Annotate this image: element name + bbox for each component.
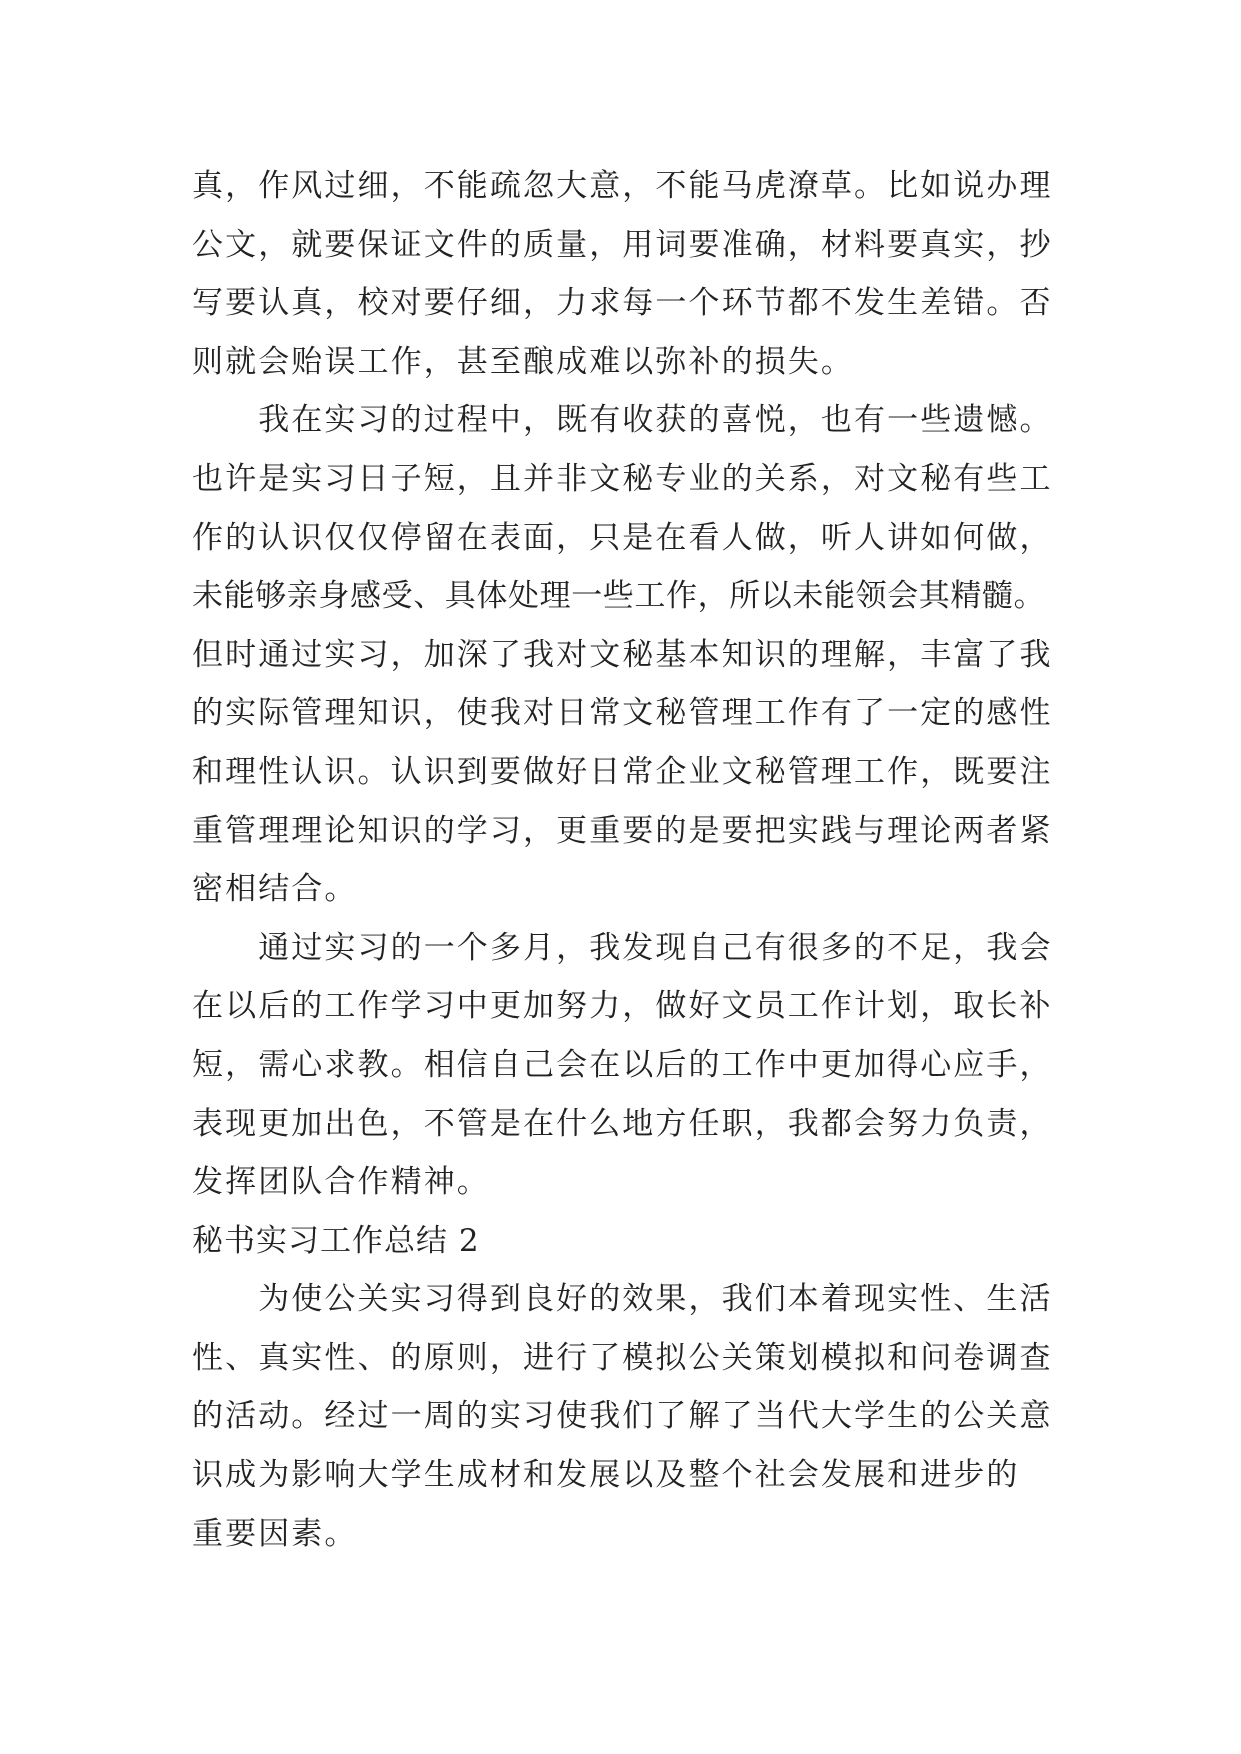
text-line: 性、真实性、的原则，进行了模拟公关策划模拟和问卷调查 — [192, 1339, 1053, 1376]
text-line: 重要因素。 — [192, 1515, 358, 1552]
text-line: 未能够亲身感受、具体处理一些工作，所以未能领会其精髓。 — [192, 578, 1046, 615]
text-line: 但时通过实习，加深了我对文秘基本知识的理解，丰富了我 — [192, 636, 1053, 673]
text-line: 真，作风过细，不能疏忽大意，不能马虎潦草。比如说办理 — [192, 168, 1053, 204]
paragraph-start-line: 我在实习的过程中，既有收获的喜悦，也有一些遗憾。 — [192, 402, 1053, 439]
text-line: 的活动。经过一周的实习使我们了解了当代大学生的公关意 — [192, 1398, 1053, 1435]
text-line: 重管理理论知识的学习，更重要的是要把实践与理论两者紧 — [192, 812, 1053, 849]
text-line: 密相结合。 — [192, 871, 358, 908]
text-line: 的实际管理知识，使我对日常文秘管理工作有了一定的感性 — [192, 695, 1053, 732]
section-heading: 秘书实习工作总结 2 — [192, 1222, 480, 1259]
text-line: 表现更加出色，不管是在什么地方任职，我都会努力负责， — [192, 1105, 1053, 1142]
text-line: 作的认识仅仅停留在表面，只是在看人做，听人讲如何做， — [192, 519, 1053, 556]
text-line: 公文，就要保证文件的质量，用词要准确，材料要真实，抄 — [192, 226, 1053, 263]
text-line: 识成为影响大学生成材和发展以及整个社会发展和进步的 — [192, 1457, 1020, 1494]
text-line: 和理性认识。认识到要做好日常企业文秘管理工作，既要注 — [192, 753, 1053, 790]
paragraph-start-line: 通过实习的一个多月，我发现自己有很多的不足，我会 — [192, 929, 1053, 966]
text-line: 在以后的工作学习中更加努力，做好文员工作计划，取长补 — [192, 988, 1053, 1025]
document-body — [192, 157, 1060, 1563]
paragraph-start-line: 为使公关实习得到良好的效果，我们本着现实性、生活 — [192, 1281, 1053, 1318]
text-line: 写要认真，校对要仔细，力求每一个环节都不发生差错。否 — [192, 285, 1053, 322]
text-line: 也许是实习日子短，且并非文秘专业的关系，对文秘有些工 — [192, 460, 1053, 497]
text-line: 发挥团队合作精神。 — [192, 1164, 490, 1201]
text-line: 短，需心求教。相信自己会在以后的工作中更加得心应手， — [192, 1046, 1053, 1083]
text-line: 则就会贻误工作，甚至酿成难以弥补的损失。 — [192, 343, 854, 380]
